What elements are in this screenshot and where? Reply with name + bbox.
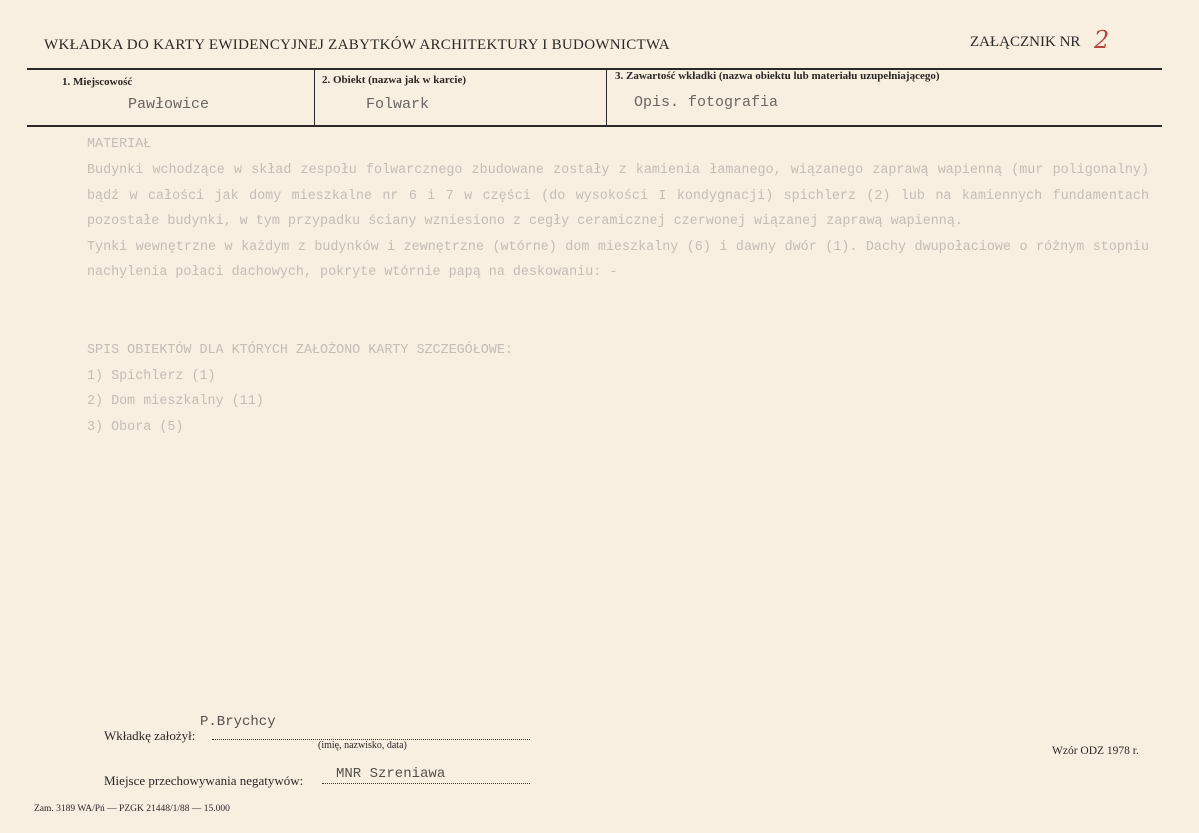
author-value: P.Brychcy	[200, 714, 276, 730]
list-item: 3) Obora (5)	[87, 419, 184, 435]
paragraph-walls: Budynki wchodzące w skład zespołu folwarcznego zbudowane zostały z kamienia łamanego, wiązanego zaprawą wapienną (mur poligonalny) bądź w całości jak domy mieszkalne nr 6 i 7 w części (do wysokości I kondygnacji) spichlerz (2) lub na kamiennych fundamentach pozostałe budynki, w tym przypadku ściany wzniesiono z cegły ceramicznej czerwonej wiązanej zaprawą wapienną.	[87, 163, 1149, 229]
column-divider-2	[606, 70, 607, 125]
content-label: 3. Zawartość wkładki (nazwa obiektu lub materiału uzupełniającego)	[615, 70, 940, 82]
paragraph-plaster-roofs: Tynki wewnętrzne w każdym z budynków i zewnętrzne (wtórne) dom mieszkalny (6) i dawny dwór (1). Dachy dwupołaciowe o różnym stopniu nachylenia połaci dachowych, pokryte wtórnie papą na deskowaniu: -	[87, 239, 1149, 280]
list-item: 1) Spichlerz (1)	[87, 368, 216, 384]
locality-value: Pawłowice	[128, 96, 210, 113]
locality-label: 1. Miejscowość	[62, 76, 133, 88]
list-heading: SPIS OBIEKTÓW DLA KTÓRYCH ZAŁOŻONO KARTY SZCZEGÓŁOWE:	[87, 343, 513, 358]
template-note: Wzór ODZ 1978 r.	[1052, 745, 1139, 757]
object-label: 2. Obiekt (nazwa jak w karcie)	[322, 74, 467, 86]
content-value: Opis. fotografia	[634, 94, 779, 111]
negatives-value: MNR Szreniawa	[336, 766, 446, 782]
table-top-rule	[27, 68, 1162, 70]
negatives-label: Miejsce przechowywania negatywów:	[104, 773, 304, 788]
material-description	[87, 158, 1149, 286]
objects-list	[87, 338, 513, 440]
column-divider-1	[314, 70, 315, 125]
author-label: Wkładkę założył:	[104, 728, 196, 743]
object-value: Folwark	[366, 96, 430, 113]
list-item: 2) Dom mieszkalny (11)	[87, 394, 264, 409]
print-note: Zam. 3189 WA/Pń — PZGK 21448/1/88 — 15.000	[34, 804, 230, 814]
attachment-number: 2	[1094, 26, 1110, 54]
negatives-line	[322, 783, 530, 784]
author-hint: (imię, nazwisko, data)	[318, 740, 407, 751]
table-bottom-rule	[27, 125, 1162, 127]
attachment-label: ZAŁĄCZNIK NR	[970, 34, 1081, 50]
material-heading: MATERIAŁ	[87, 137, 152, 152]
form-title: WKŁADKA DO KARTY EWIDENCYJNEJ ZABYTKÓW ARCHITEKTURY I BUDOWNICTWA	[44, 37, 670, 53]
